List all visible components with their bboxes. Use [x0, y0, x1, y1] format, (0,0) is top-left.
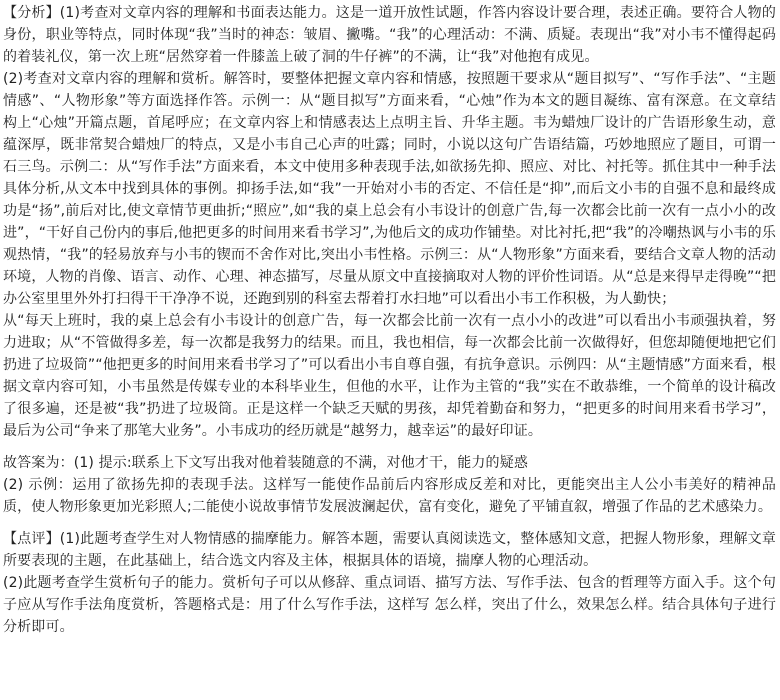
analysis-paragraph-2: [3, 68, 776, 442]
section-gap: [3, 518, 776, 528]
section-gap: [3, 442, 776, 452]
answer-paragraph-1: 故答案为：(1) 提示:联系上下文写出我对他着装随意的不满，对他才干，能力的疑惑: [3, 455, 528, 471]
analysis-paragraph-2-part-1: (2)考查对文章内容的理解和赏析。解答时，要整体把握文章内容和情感，按照题干要求从“题目拟写”、“写作手法”、“主题情感”、“人物形象”等方面选择作答。示例一：从“题目拟写”方面来看，“心烛”作为本文的题目凝练、富有深意。在文章结构上“心烛”开篇点题，首尾呼应；在文章内容上和情感表达上点明主旨、升华主题。韦为蜡烛厂设计的广告语形象生动，意蕴深厚，既非常契合蜡烛厂的特点，又是小韦自己心声的吐露；同时，小说以这句广告语结篇，巧妙地照应了题目，可谓一石三鸟。示例二：从“写作手法”方面来看，本文中使用多种表现手法,如欲扬先抑、照应、对比、衬托等。抓住其中一种手法具体分析,从文本中找到具体的事例。抑扬手法,如“我”一开始对小韦的否定、不信任是“抑”,而后文小韦的自强不息和最终成功是“扬”,前后对比,使文章情节更曲折;“照应”,如“我的桌上总会有小韦设计的创意广告,每一次都会比前一次有一点小小的改进”，“干好自己份内的事后,他把更多的时间用来看书学习”,为他后文的成功作铺垫。对比衬托,把“我”的冷嘲热讽与小韦的乐观热情，“我”的轻易放弃与小韦的锲而不舍作对比,突出小韦性格。示例三：从“人物形象”方面来看，要结合文章人物的活动环境，人物的肖像、语言、动作、心理、神态描写，尽量从原文中直接摘取对人物的评价性词语。从“总是来得早走得晚”“把办公室里里外外打扫得干干净净不说，还跑到别的科室去帮着打水扫地”可以看出小韦工作积极，为人勤快；: [3, 71, 776, 307]
analysis-paragraph-2-part-2: 从“每天上班时，我的桌上总会有小韦设计的创意广告，每一次都会比前一次有一点小小的改进”可以看出小韦顽强执着，努力进取；从“不管做得多差，每一次都是我努力的结果。而且，我也相信，每一次都会比前一次做得好，但您却随便地把它们扔进了垃圾筒”“他把更多的时间用来看书学习了”可以看出小韦自尊自强，有抗争意识。示例四：从“主题情感”方面来看，根据文章内容可知，小韦虽然是传媒专业的本科毕业生，但他的水平，让作为主管的“我”实在不敢恭维，一个简单的设计稿改了很多遍，还是被“我”扔进了垃圾筒。正是这样一个缺乏天赋的男孩，却凭着勤奋和努力，“把更多的时间用来看书学习”，最后为公司“争来了那笔大业务”。小韦成功的经历就是“越努力，越幸运”的最好印证。: [3, 313, 776, 439]
analysis-paragraph-1: 【分析】(1)考查对文章内容的理解和书面表达能力。这是一道开放性试题，作答内容设计要合理，表述正确。要符合人物的身份，职业等特点，同时体现“我”当时的神态：皱眉、撇嘴。“我”的心理活动：不满、质疑。表现出“我”对小韦不懂得起码的着装礼仪，第一次上班“居然穿着一件膝盖上破了洞的牛仔裤”的不满，让“我”对他抱有成见。: [3, 5, 776, 65]
answer-paragraph-2: (2) 示例：运用了欲扬先抑的表现手法。这样写一能使作品前后内容形成反差和对比，更能突出主人公小韦美好的精神品质，使人物形象更加光彩照人;二能使小说故事情节发展波澜起伏，富有变化，避免了平铺直叙，增强了作品的艺术感染力。: [3, 477, 776, 515]
comment-paragraph-1: 【点评】(1)此题考查学生对人物情感的揣摩能力。解答本题，需要认真阅读选文，整体感知文意，把握人物形象，理解文章所要表现的主题，在此基础上，结合选文内容及主体，根据具体的语境，揣摩人物的心理活动。: [3, 531, 776, 569]
comment-paragraph-2: (2)此题考查学生赏析句子的能力。赏析句子可以从修辞、重点词语、描写方法、写作手法、包含的哲理等方面入手。这个句子应从写作手法角度赏析，答题格式是：用了什么写作手法，这样写 怎么样，突出了什么，效果怎么样。结合具体句子进行分析即可。: [3, 575, 776, 635]
